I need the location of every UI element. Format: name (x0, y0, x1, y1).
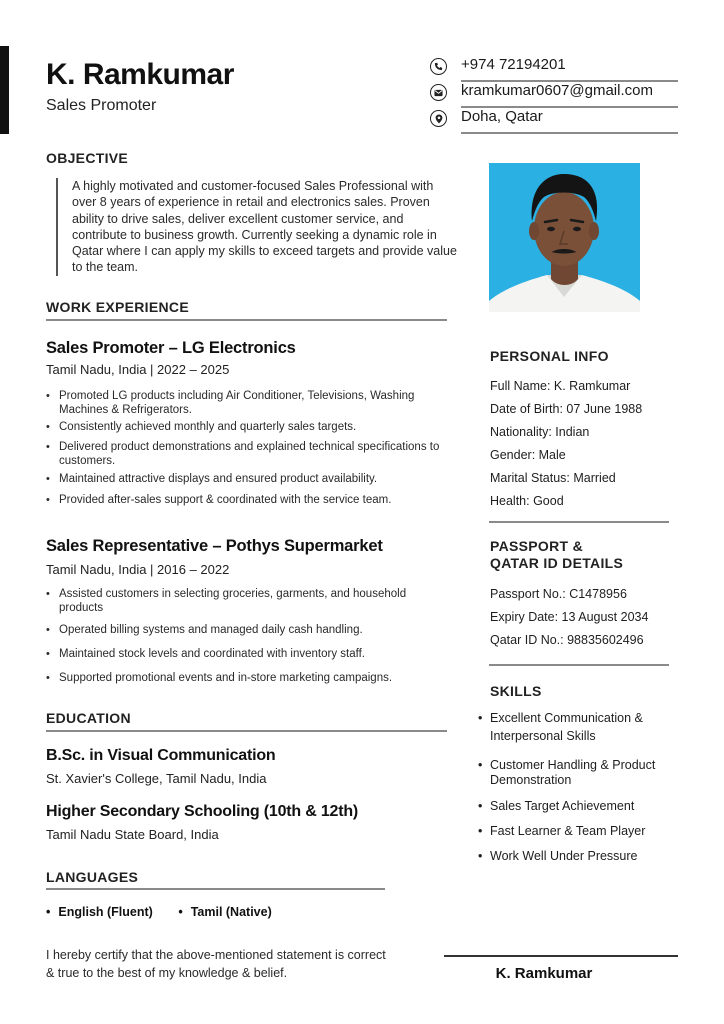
list-item: Expiry Date: 13 August 2034 (490, 610, 649, 624)
job-duties-list (46, 389, 446, 507)
degree-title: B.Sc. in Visual Communication (46, 747, 276, 764)
languages-heading: LANGUAGES (46, 869, 139, 885)
list-item: • Assisted customers in selecting groceries, garments, and household products (46, 587, 446, 615)
personal-info-list (490, 378, 642, 516)
degree-institution: St. Xavier's College, Tamil Nadu, India (46, 771, 267, 786)
candidate-name: K. Ramkumar (46, 58, 234, 91)
list-item: • Customer Handling & Product Demonstration (478, 758, 684, 788)
contact-email (430, 82, 678, 106)
job-subtitle: Tamil Nadu, India | 2016 – 2022 (46, 562, 230, 577)
languages-list (46, 905, 294, 919)
personal-info-heading: PERSONAL INFO (490, 348, 609, 364)
profile-photo (489, 163, 640, 312)
signature-name: K. Ramkumar (495, 965, 593, 982)
email-address[interactable]: kramkumar0607@gmail.com (461, 82, 653, 99)
list-item: • Maintained stock levels and coordinated with inventory staff. (46, 647, 446, 661)
list-item: • Supported promotional events and in-store marketing campaigns. (46, 671, 446, 685)
job-duties-list (46, 587, 446, 685)
email-icon (430, 84, 447, 101)
work-experience-heading: WORK EXPERIENCE (46, 299, 189, 315)
list-item: • Consistently achieved monthly and quarterly sales targets. (46, 420, 446, 434)
list-item: • Operated billing systems and managed daily cash handling. (46, 623, 446, 637)
job-title: Sales Promoter – LG Electronics (46, 339, 296, 357)
phone-icon (430, 58, 447, 75)
section-divider (489, 664, 669, 666)
list-item: Nationality: Indian (490, 425, 590, 439)
list-item: Full Name: K. Ramkumar (490, 379, 631, 393)
list-item: • Provided after-sales support & coordinated with the service team. (46, 493, 446, 507)
list-item: Marital Status: Married (490, 471, 616, 485)
signature-line (444, 955, 678, 957)
list-item: • Promoted LG products including Air Conditioner, Televisions, Washing Machines & Refrigerators. (46, 389, 446, 417)
location-text: Doha, Qatar (461, 108, 543, 125)
contact-location (430, 108, 678, 132)
list-item: • Sales Target Achievement (478, 799, 684, 814)
passport-details-list (490, 586, 648, 655)
list-item: • Excellent Communication & Interpersonal Skills (478, 709, 684, 745)
accent-bar (0, 46, 9, 134)
list-item: • Fast Learner & Team Player (478, 824, 684, 839)
contact-phone (430, 56, 678, 80)
list-item: Passport No.: C1478956 (490, 587, 627, 601)
list-item: Gender: Male (490, 448, 566, 462)
list-item: Health: Good (490, 494, 564, 508)
passport-heading-2: QATAR ID DETAILS (490, 555, 624, 571)
degree-institution: Tamil Nadu State Board, India (46, 827, 219, 842)
skills-list (478, 709, 684, 864)
declaration-text: I hereby certify that the above-mentioned statement is correct & true to the best of my knowledge & belief. (46, 948, 386, 980)
section-divider (46, 730, 447, 732)
phone-number[interactable]: +974 72194201 (461, 56, 566, 73)
skills-heading: SKILLS (490, 683, 542, 699)
language-item: • English (Fluent) (46, 905, 153, 919)
list-item: • Maintained attractive displays and ensured product availability. (46, 472, 446, 486)
list-item: Date of Birth: 07 June 1988 (490, 402, 643, 416)
candidate-title: Sales Promoter (46, 97, 157, 114)
objective-text: A highly motivated and customer-focused Sales Professional with over 8 years of experience in retail and electronics sales. Proven ability to drive sales, deliver excellent customer service, and contribute to business growth. Currently seeking a dynamic role in Qatar where I can apply my skills to exceed targets and provide value to the team. (56, 178, 460, 276)
objective-heading: OBJECTIVE (46, 150, 129, 166)
education-heading: EDUCATION (46, 710, 131, 726)
job-title: Sales Representative – Pothys Supermarket (46, 537, 383, 555)
degree-title: Higher Secondary Schooling (10th & 12th) (46, 803, 359, 820)
list-item: Qatar ID No.: 98835602496 (490, 633, 644, 647)
location-icon (430, 110, 447, 127)
contact-divider (461, 132, 678, 134)
list-item: • Work Well Under Pressure (478, 849, 684, 864)
list-item: • Delivered product demonstrations and explained technical specifications to customers. (46, 440, 446, 468)
section-divider (46, 888, 385, 890)
section-divider (46, 319, 447, 321)
passport-heading: PASSPORT & (490, 538, 583, 554)
language-item: • Tamil (Native) (178, 905, 271, 919)
job-subtitle: Tamil Nadu, India | 2022 – 2025 (46, 362, 230, 377)
section-divider (489, 521, 669, 523)
